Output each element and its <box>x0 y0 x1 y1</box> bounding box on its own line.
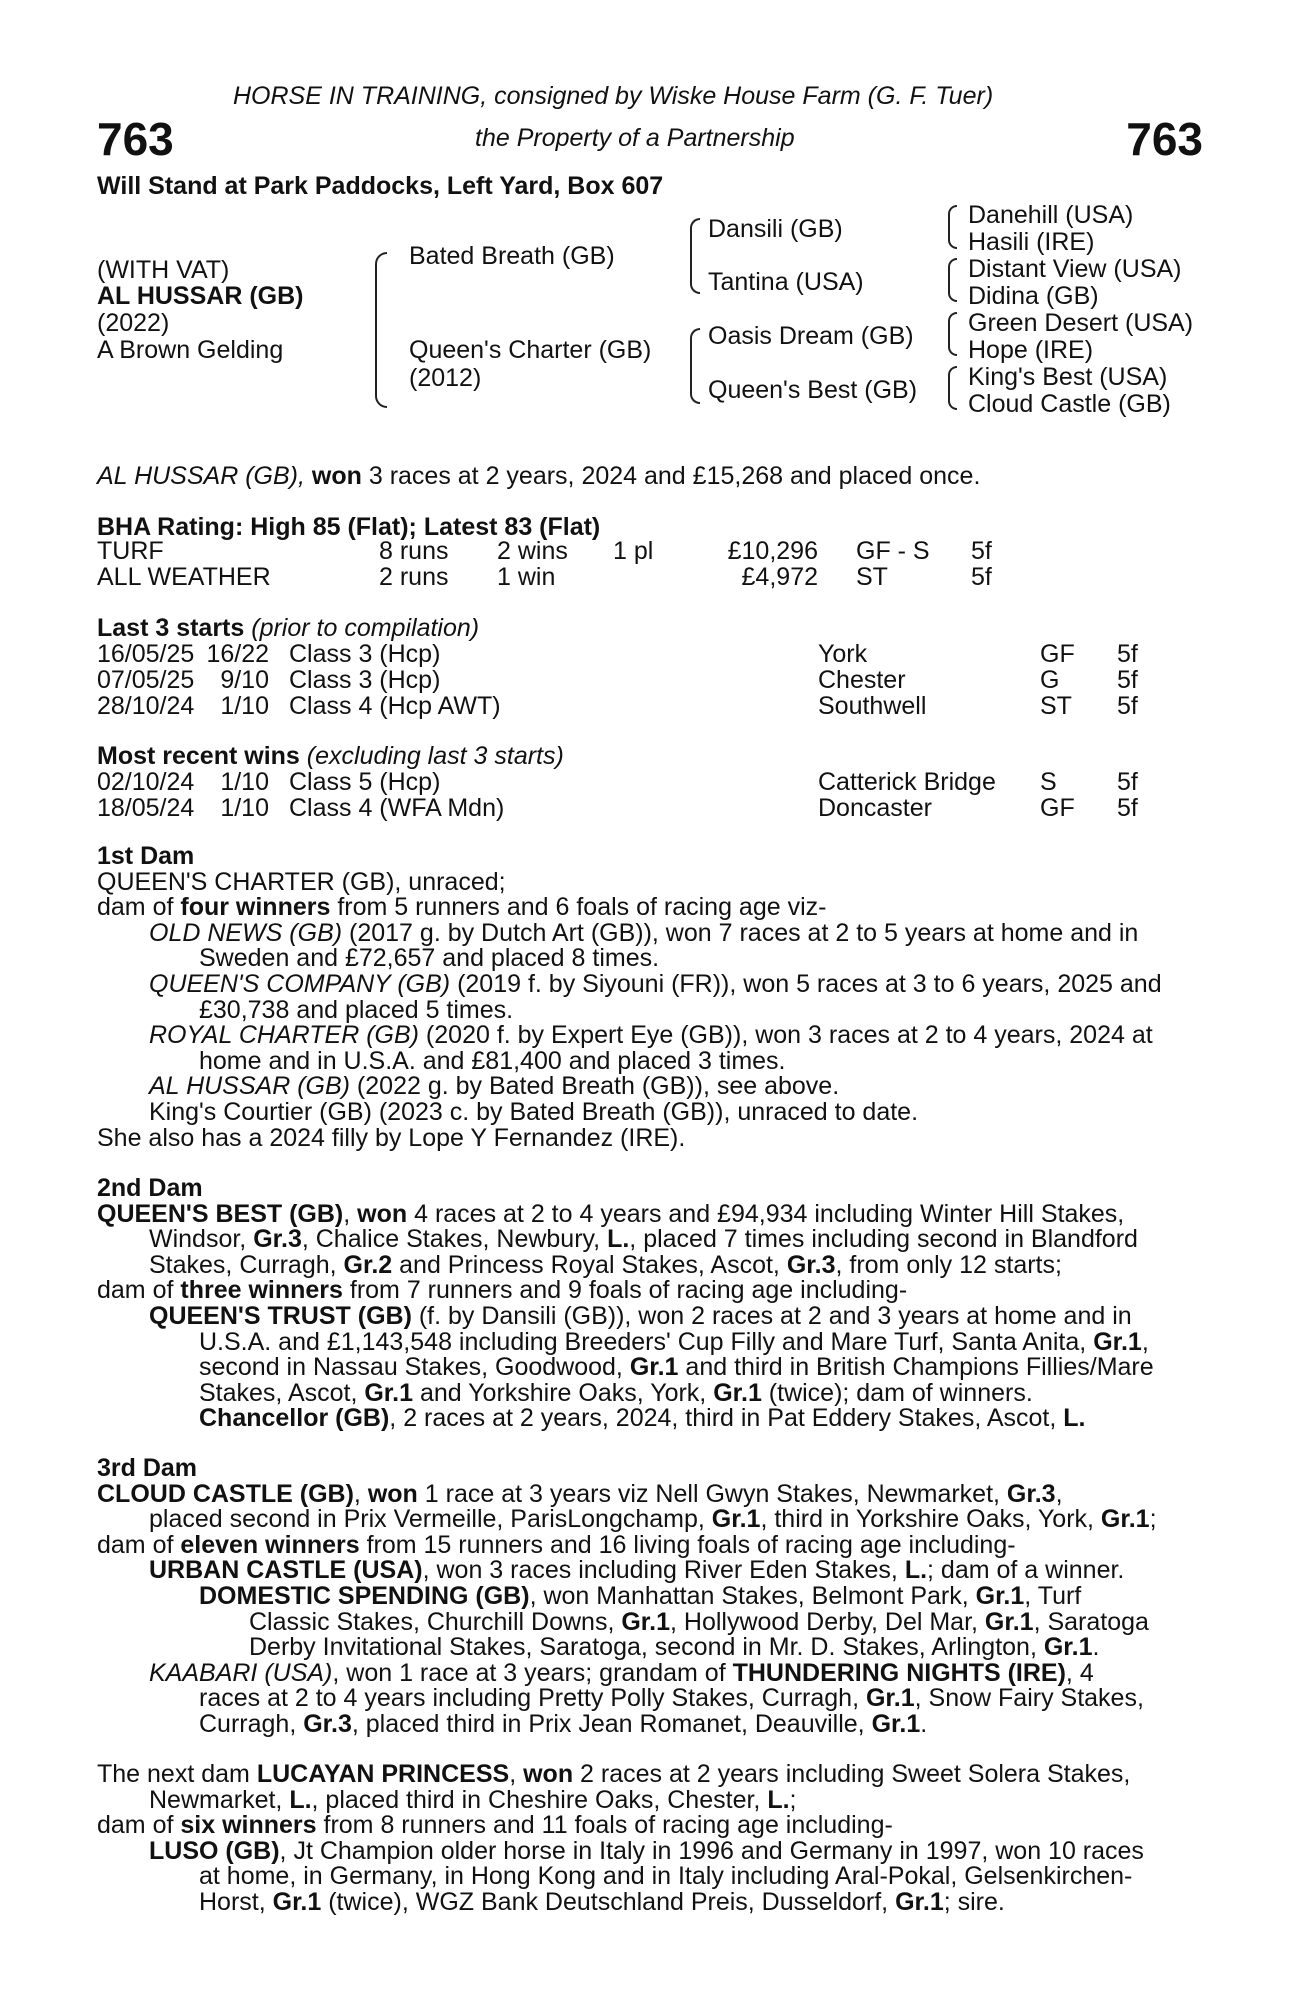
last3-course-1: York <box>818 640 868 668</box>
last3-course-2: Chester <box>818 666 906 694</box>
next-dam-produce-intro: dam of six winners from 8 runners and 11 foals of racing age including- <box>97 1811 893 1840</box>
rating-surface-1: TURF <box>97 537 164 565</box>
dam-sire: Oasis Dream (GB) <box>708 322 914 350</box>
rating-prize-2: £4,972 <box>741 563 818 591</box>
gg-6: Hope (IRE) <box>968 336 1094 364</box>
recent-date-2: 18/05/24 <box>97 794 195 822</box>
rating-going-1: GF - S <box>856 537 930 565</box>
offspring-old-news: OLD NEWS (GB) (2017 g. by Dutch Art (GB)), won 7 races at 2 to 5 years at home and in <box>149 918 1139 947</box>
rating-pl-1: 1 pl <box>613 537 654 565</box>
second-dam-produce-intro: dam of three winners from 7 runners and 9 foals of racing age including- <box>97 1276 908 1305</box>
race-summary <box>97 462 980 491</box>
gg-2: Hasili (IRE) <box>968 228 1095 256</box>
gg-5: Green Desert (USA) <box>968 309 1194 337</box>
recent-class-1: Class 5 (Hcp) <box>289 768 441 796</box>
third-dam-line-1: CLOUD CASTLE (GB), won 1 race at 3 years viz Nell Gwyn Stakes, Newmarket, Gr.3, <box>97 1479 1063 1508</box>
rating-runs-1: 8 runs <box>379 537 449 565</box>
recent-going-2: GF <box>1040 794 1075 822</box>
recent-heading <box>97 742 564 771</box>
rating-runs-2: 2 runs <box>379 563 449 591</box>
domestic-spending-line-1: DOMESTIC SPENDING (GB), won Manhattan Stakes, Belmont Park, Gr.1, Turf <box>199 1581 1082 1610</box>
offspring-kings-courtier: King's Courtier (GB) (2023 c. by Bated Breath (GB)), unraced to date. <box>149 1097 919 1126</box>
recent-class-2: Class 4 (WFA Mdn) <box>289 794 505 822</box>
queens-trust-line-3: second in Nassau Stakes, Goodwood, Gr.1 and third in British Champions Fillies/Mare <box>199 1353 1154 1382</box>
sire-dam: Tantina (USA) <box>708 268 864 296</box>
recent-title: Most recent wins <box>97 742 300 770</box>
recent-date-1: 02/10/24 <box>97 768 195 796</box>
offspring-al-hussar: AL HUSSAR (GB) (2022 g. by Bated Breath (GB)), see above. <box>149 1072 840 1101</box>
gg-4: Didina (GB) <box>968 282 1099 310</box>
property-line: the Property of a Partnership <box>475 124 795 152</box>
offspring-royal-charter: ROYAL CHARTER (GB) (2020 f. by Expert Eye (GB)), won 3 races at 2 to 4 years, 2024 at <box>149 1021 1153 1050</box>
kaabari-line-3: Curragh, Gr.3, placed third in Prix Jean Romanet, Deauville, Gr.1. <box>199 1709 928 1738</box>
second-dam-title: 2nd Dam <box>97 1174 203 1202</box>
last3-dist-1: 5f <box>1117 640 1138 668</box>
stand-location: Will Stand at Park Paddocks, Left Yard, Box 607 <box>97 172 664 200</box>
offspring-queens-company: QUEEN'S COMPANY (GB) (2019 f. by Siyouni (FR)), won 5 races at 3 to 6 years, 2025 and <box>149 969 1162 998</box>
offspring-royal-charter-cont: home and in U.S.A. and £81,400 and placed 3 times. <box>199 1046 786 1075</box>
rating-wins-2: 1 win <box>497 563 556 591</box>
offspring-old-news-cont: Sweden and £72,657 and placed 8 times. <box>199 944 660 973</box>
second-dam-line-3: Stakes, Curragh, Gr.2 and Princess Royal Stakes, Ascot, Gr.3, from only 12 starts; <box>149 1250 1062 1279</box>
dam-year: (2012) <box>409 364 482 392</box>
consignment-line: HORSE IN TRAINING, consigned by Wiske House Farm (G. F. Tuer) <box>233 82 994 110</box>
dam: Queen's Charter (GB) <box>409 336 652 364</box>
pedigree-bracket-dam <box>690 328 700 404</box>
recent-pos-1: 1/10 <box>220 768 269 796</box>
next-dam-line-2: Newmarket, L., placed third in Cheshire Oaks, Chester, L.; <box>149 1785 797 1814</box>
last3-class-3: Class 4 (Hcp AWT) <box>289 692 501 720</box>
horse-description: A Brown Gelding <box>97 336 284 364</box>
recent-note: (excluding last 3 starts) <box>306 742 564 770</box>
summary-won: won <box>311 462 362 490</box>
bracket-g12 <box>948 205 957 249</box>
luso-line-3: Horst, Gr.1 (twice), WGZ Bank Deutschland Preis, Dusseldorf, Gr.1; sire. <box>199 1887 1005 1916</box>
chancellor-line: Chancellor (GB), 2 races at 2 years, 2024, third in Pat Eddery Stakes, Ascot, L. <box>199 1404 1086 1433</box>
bracket-g34 <box>948 258 957 302</box>
next-dam-line-1: The next dam LUCAYAN PRINCESS, won 2 races at 2 years including Sweet Solera Stakes, <box>97 1760 1131 1788</box>
kaabari-line-1: KAABARI (USA), won 1 race at 3 years; grandam of THUNDERING NIGHTS (IRE), 4 <box>149 1658 1094 1687</box>
last3-pos-2: 9/10 <box>220 666 269 694</box>
last3-dist-2: 5f <box>1117 666 1138 694</box>
dam-dam: Queen's Best (GB) <box>708 376 918 404</box>
last3-class-1: Class 3 (Hcp) <box>289 640 441 668</box>
domestic-spending-line-2: Classic Stakes, Churchill Downs, Gr.1, Hollywood Derby, Del Mar, Gr.1, Saratoga <box>249 1607 1149 1636</box>
third-dam-section <box>97 1456 1157 1738</box>
rating-prize-1: £10,296 <box>727 537 818 565</box>
last3-dist-3: 5f <box>1117 692 1138 720</box>
queens-trust-line-1: QUEEN'S TRUST (GB) (f. by Dansili (GB)), won 2 races at 2 and 3 years at home and in <box>149 1301 1132 1330</box>
first-dam-title: 1st Dam <box>97 842 195 870</box>
offspring-queens-company-cont: £30,738 and placed 5 times. <box>199 995 514 1024</box>
queens-trust-line-4: Stakes, Ascot, Gr.1 and Yorkshire Oaks, York, Gr.1 (twice); dam of winners. <box>199 1378 1033 1407</box>
rating-title: BHA Rating: High 85 (Flat); Latest 83 (Flat) <box>97 513 601 541</box>
last3-pos-3: 1/10 <box>220 692 269 720</box>
gg-7: King's Best (USA) <box>968 363 1168 391</box>
summary-text: 3 races at 2 years, 2024 and £15,268 and placed once. <box>368 462 981 490</box>
third-dam-line-2: placed second in Prix Vermeille, ParisLongchamp, Gr.1, third in Yorkshire Oaks, York, Gr.1; <box>149 1505 1157 1534</box>
lot-number-left: 763 <box>97 113 174 165</box>
recent-course-2: Doncaster <box>818 794 932 822</box>
bracket-g78 <box>948 366 957 410</box>
luso-line-2: at home, in Germany, in Hong Kong and in Italy including Aral-Pokal, Gelsenkirchen- <box>199 1862 1133 1891</box>
summary-name: AL HUSSAR (GB), <box>97 462 305 490</box>
sire-sire: Dansili (GB) <box>708 215 843 243</box>
rating-wins-1: 2 wins <box>497 537 568 565</box>
last3-note: (prior to compilation) <box>251 614 480 642</box>
horse-year: (2022) <box>97 309 170 337</box>
last3-going-3: ST <box>1040 692 1072 720</box>
domestic-spending-line-3: Derby Invitational Stakes, Saratoga, second in Mr. D. Stakes, Arlington, Gr.1. <box>249 1633 1100 1662</box>
recent-course-1: Catterick Bridge <box>818 768 996 796</box>
recent-pos-2: 1/10 <box>220 794 269 822</box>
last3-pos-1: 16/22 <box>206 640 269 668</box>
third-dam-title: 3rd Dam <box>97 1454 198 1482</box>
gg-8: Cloud Castle (GB) <box>968 390 1171 418</box>
last3-going-1: GF <box>1040 640 1075 668</box>
second-dam-section <box>97 1176 1154 1432</box>
rating-dist-1: 5f <box>971 537 992 565</box>
pedigree-bracket-sire <box>690 218 700 294</box>
rating-going-2: ST <box>856 563 888 591</box>
bracket-g56 <box>948 312 957 356</box>
next-dam-section <box>97 1762 1144 1916</box>
last3-date-1: 16/05/25 <box>97 640 195 668</box>
horse-name: AL HUSSAR (GB) <box>97 282 304 310</box>
recent-dist-1: 5f <box>1117 768 1138 796</box>
recent-going-1: S <box>1040 768 1057 796</box>
first-dam-section <box>97 844 1162 1151</box>
third-dam-produce-intro: dam of eleven winners from 15 runners and 16 living foals of racing age including- <box>97 1530 1016 1559</box>
lot-number-right: 763 <box>1126 113 1203 165</box>
rating-surface-2: ALL WEATHER <box>97 563 271 591</box>
last3-date-3: 28/10/24 <box>97 692 195 720</box>
sire: Bated Breath (GB) <box>409 242 615 270</box>
last3-course-3: Southwell <box>818 692 927 720</box>
last3-date-2: 07/05/25 <box>97 666 195 694</box>
recent-dist-2: 5f <box>1117 794 1138 822</box>
pedigree-bracket-main <box>375 252 387 408</box>
vat-note: (WITH VAT) <box>97 256 230 284</box>
last3-going-2: G <box>1040 666 1060 694</box>
first-dam-2024-filly: She also has a 2024 filly by Lope Y Fernandez (IRE). <box>97 1123 686 1152</box>
second-dam-line-2: Windsor, Gr.3, Chalice Stakes, Newbury, L., placed 7 times including second in Blandford <box>149 1225 1138 1254</box>
kaabari-line-2: races at 2 to 4 years including Pretty Polly Stakes, Curragh, Gr.1, Snow Fairy Stakes, <box>199 1684 1144 1713</box>
last3-heading <box>97 614 479 643</box>
queens-trust-line-2: U.S.A. and £1,143,548 including Breeders' Cup Filly and Mare Turf, Santa Anita, Gr.1, <box>199 1327 1149 1356</box>
gg-3: Distant View (USA) <box>968 255 1182 283</box>
rating-dist-2: 5f <box>971 563 992 591</box>
urban-castle-line: URBAN CASTLE (USA), won 3 races including River Eden Stakes, L.; dam of a winner. <box>149 1556 1125 1585</box>
last3-class-2: Class 3 (Hcp) <box>289 666 441 694</box>
luso-line-1: LUSO (GB), Jt Champion older horse in Italy in 1996 and Germany in 1997, won 10 races <box>149 1836 1144 1865</box>
gg-1: Danehill (USA) <box>968 201 1134 229</box>
first-dam-produce-intro: dam of four winners from 5 runners and 6 foals of racing age viz- <box>97 893 827 922</box>
second-dam-line-1: QUEEN'S BEST (GB), won 4 races at 2 to 4 years and £94,934 including Winter Hill Stakes, <box>97 1199 1125 1228</box>
last3-title: Last 3 starts <box>97 614 245 642</box>
first-dam-line: QUEEN'S CHARTER (GB), unraced; <box>97 867 506 896</box>
